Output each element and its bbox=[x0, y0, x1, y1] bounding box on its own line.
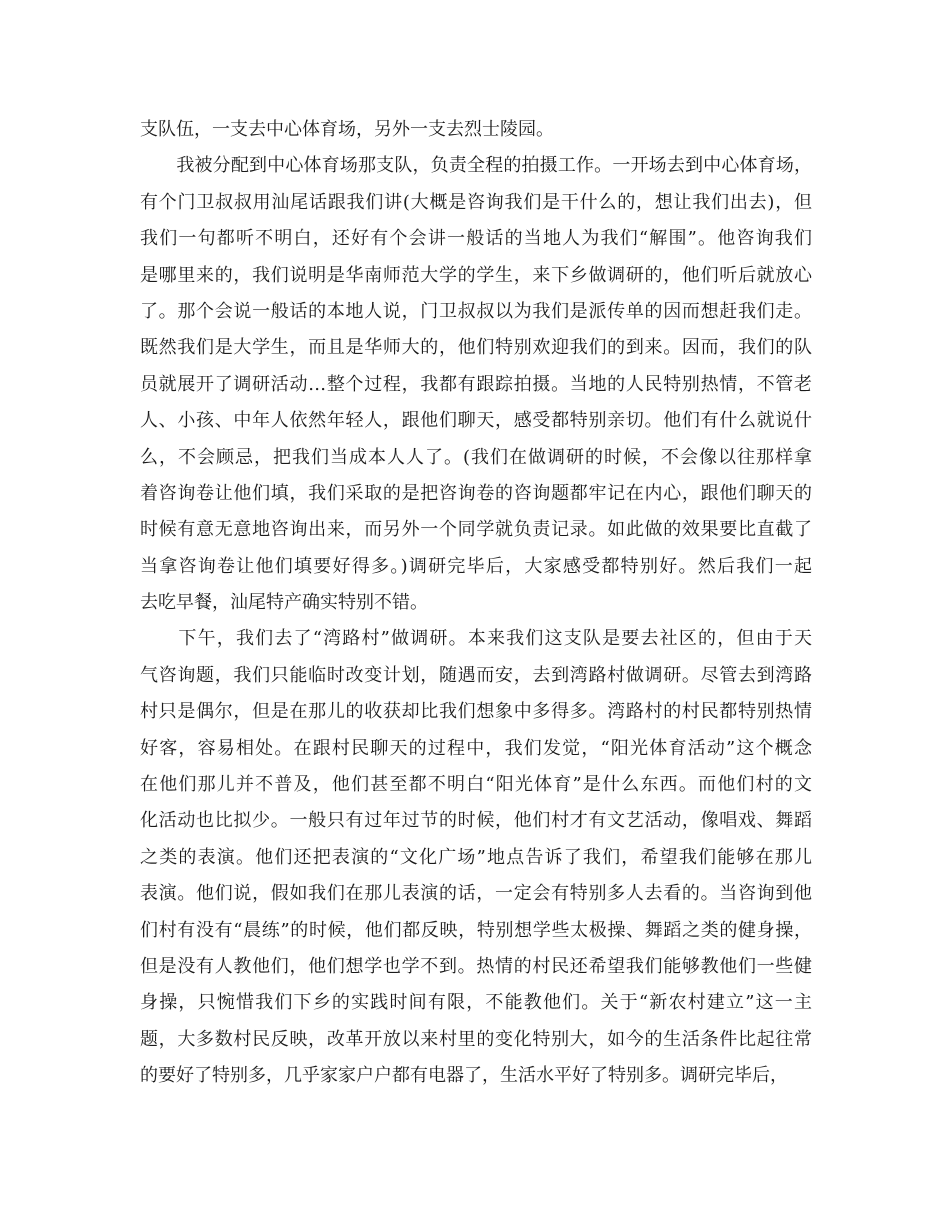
text-line: 表演。他们说，假如我们在那儿表演的话，一定会有特别多人去看的。当咨询到他 bbox=[140, 883, 812, 905]
text-line: 村只是偶尔，但是在那儿的收获却比我们想象中多得多。湾路村的村民都特别热情 bbox=[140, 701, 812, 723]
paragraph-1 bbox=[140, 112, 812, 148]
text-line: 是哪里来的，我们说明是华南师范大学的学生，来下乡做调研的，他们听后就放心 bbox=[140, 264, 812, 286]
text-line: 我们一句都听不明白，还好有个会讲一般话的当地人为我们“解围”。他咨询我们 bbox=[140, 228, 812, 250]
text-line: 当拿咨询卷让他们填要好得多。)调研完毕后，大家感受都特别好。然后我们一起 bbox=[140, 555, 812, 577]
text-line: 么，不会顾忌，把我们当成本人人了。(我们在做调研的时候，不会像以往那样拿 bbox=[140, 446, 812, 468]
text-line: 们村有没有“晨练”的时候，他们都反映，特别想学些太极操、舞蹈之类的健身操， bbox=[140, 919, 812, 941]
text-line: 支队伍，一支去中心体育场，另外一支去烈士陵园。 bbox=[140, 119, 554, 140]
paragraph-3 bbox=[140, 621, 812, 1094]
paragraph-2 bbox=[140, 148, 812, 621]
text-line: 员就展开了调研活动…整个过程，我都有跟踪拍摄。当地的人民特别热情，不管老 bbox=[140, 373, 812, 395]
text-line: 我被分配到中心体育场那支队，负责全程的拍摄工作。一开场去到中心体育场， bbox=[140, 155, 812, 177]
text-line: 化活动也比拟少。一般只有过年过节的时候，他们村才有文艺活动，像唱戏、舞蹈 bbox=[140, 810, 812, 832]
text-line: 时候有意无意地咨询出来，而另外一个同学就负责记录。如此做的效果要比直截了 bbox=[140, 519, 812, 541]
text-line: 下午，我们去了“湾路村”做调研。本来我们这支队是要去社区的，但由于天 bbox=[140, 628, 812, 650]
text-line: 既然我们是大学生，而且是华师大的，他们特别欢迎我们的到来。因而，我们的队 bbox=[140, 337, 812, 359]
text-line: 身操，只惋惜我们下乡的实践时间有限，不能教他们。关于“新农村建立”这一主 bbox=[140, 992, 812, 1014]
text-line: 之类的表演。他们还把表演的“文化广场”地点告诉了我们，希望我们能够在那儿 bbox=[140, 846, 812, 868]
text-line: 着咨询卷让他们填，我们采取的是把咨询卷的咨询题都牢记在内心，跟他们聊天的 bbox=[140, 482, 812, 504]
text-line: 气咨询题，我们只能临时改变计划，随遇而安，去到湾路村做调研。尽管去到湾路 bbox=[140, 664, 812, 686]
text-line: 有个门卫叔叔用汕尾话跟我们讲(大概是咨询我们是干什么的，想让我们出去)，但 bbox=[140, 191, 812, 213]
text-line: 人、小孩、中年人依然年轻人，跟他们聊天，感受都特别亲切。他们有什么就说什 bbox=[140, 410, 812, 432]
text-line: 去吃早餐，汕尾特产确实特别不错。 bbox=[140, 592, 428, 614]
text-line: 题，大多数村民反映，改革开放以来村里的变化特别大，如今的生活条件比起往常 bbox=[140, 1028, 812, 1050]
text-line: 了。那个会说一般话的本地人说，门卫叔叔以为我们是派传单的因而想赶我们走。 bbox=[140, 300, 812, 322]
text-line: 但是没有人教他们，他们想学也学不到。热情的村民还希望我们能够教他们一些健 bbox=[140, 955, 812, 977]
text-line: 好客，容易相处。在跟村民聊天的过程中，我们发觉，“阳光体育活动”这个概念 bbox=[140, 737, 812, 759]
document-body bbox=[140, 112, 812, 1095]
text-line: 在他们那儿并不普及，他们甚至都不明白“阳光体育”是什么东西。而他们村的文 bbox=[140, 774, 812, 796]
text-line: 的要好了特别多，几乎家家户户都有电器了，生活水平好了特别多。调研完毕后， bbox=[140, 1065, 788, 1087]
